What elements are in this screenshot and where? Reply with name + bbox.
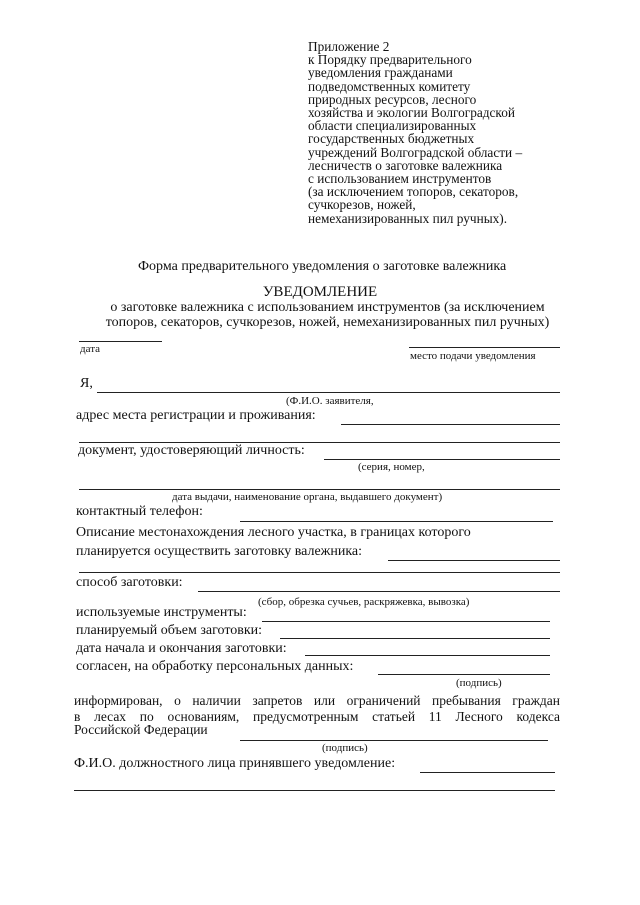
document-input-line-2[interactable] [79, 489, 560, 490]
signature-caption-1: (подпись) [456, 677, 502, 689]
consent-signature-line[interactable] [378, 674, 550, 675]
date-caption: дата [80, 343, 101, 355]
document-input-line[interactable] [324, 459, 560, 460]
location-input-line-2[interactable] [79, 572, 560, 573]
ya-label: Я, [80, 376, 93, 391]
address-label: адрес места регистрации и проживания: [76, 408, 316, 423]
method-input-line[interactable] [198, 591, 560, 592]
consent-label: согласен, на обработку персональных данных: [76, 659, 354, 674]
appendix-block [308, 40, 522, 225]
date-input-line[interactable] [79, 341, 162, 342]
document-caption: (серия, номер, [358, 461, 425, 473]
location-input-line[interactable] [388, 560, 560, 561]
fio-input-line[interactable] [97, 392, 560, 393]
appendix-line: с использованием инструментов [308, 171, 492, 187]
appendix-line: природных ресурсов, лесного [308, 91, 477, 107]
appendix-line: уведомления гражданами [308, 65, 453, 81]
volume-label: планируемый объем заготовки: [76, 623, 263, 638]
address-input-line[interactable] [341, 424, 560, 425]
issue-caption: дата выдачи, наименование органа, выдавшего документ) [172, 491, 443, 503]
official-input-line[interactable] [420, 772, 555, 773]
method-label: способ заготовки: [76, 575, 183, 590]
signature-caption-2: (подпись) [322, 742, 368, 754]
appendix-line: к Порядку предварительного [308, 52, 472, 68]
official-label: Ф.И.О. должностного лица принявшего уведомление: [74, 756, 396, 771]
appendix-line: лесничеств о заготовке валежника [308, 157, 503, 173]
appendix-line: учреждений Волгоградской области – [308, 144, 523, 160]
dates-label: дата начала и окончания заготовки: [76, 641, 287, 656]
volume-input-line[interactable] [280, 638, 550, 639]
subtitle-line-2: топоров, секаторов, сучкорезов, ножей, немеханизированных пил ручных) [105, 315, 550, 330]
dates-input-line[interactable] [305, 655, 550, 656]
appendix-line: сучкорезов, ножей, [308, 197, 416, 213]
place-input-line[interactable] [409, 347, 560, 348]
appendix-line: области специализированных [308, 118, 477, 134]
appendix-line: подведомственных комитету [308, 78, 471, 94]
document-title: УВЕДОМЛЕНИЕ [262, 284, 378, 300]
appendix-line: государственных бюджетных [308, 131, 475, 147]
appendix-line: (за исключением топоров, секаторов, [308, 184, 519, 200]
fio-caption: (Ф.И.О. заявителя, [286, 395, 374, 407]
location-label-line-2: планируется осуществить заготовку валежника: [76, 544, 363, 559]
appendix-line: Приложение 2 [308, 39, 390, 54]
tools-label: используемые инструменты: [76, 605, 247, 620]
subtitle-line-1: о заготовке валежника с использованием инструментов (за исключением [110, 300, 545, 315]
method-caption: (сбор, обрезка сучьев, раскряжевка, вывозка) [258, 596, 470, 608]
informed-line-3: Российской Федерации [74, 722, 208, 737]
place-caption: место подачи уведомления [410, 350, 536, 362]
informed-signature-line[interactable] [240, 740, 548, 741]
appendix-line: хозяйства и экологии Волгоградской [308, 105, 515, 121]
form-heading: Форма предварительного уведомления о заготовке валежника [138, 259, 507, 274]
official-input-line-2[interactable] [74, 790, 555, 791]
document-label: документ, удостоверяющий личность: [78, 443, 305, 458]
informed-line-1: информирован, о наличии запретов или ограничений пребывания граждан [74, 693, 560, 708]
location-label-line-1: Описание местонахождения лесного участка, в границах которого [76, 525, 471, 540]
phone-label: контактный телефон: [76, 504, 203, 519]
informed-line-2: в лесах по основаниям, предусмотренным статьей 11 Лесного кодекса [74, 709, 560, 724]
phone-input-line[interactable] [240, 521, 553, 522]
tools-input-line[interactable] [262, 621, 550, 622]
appendix-line: немеханизированных пил ручных). [308, 210, 508, 226]
